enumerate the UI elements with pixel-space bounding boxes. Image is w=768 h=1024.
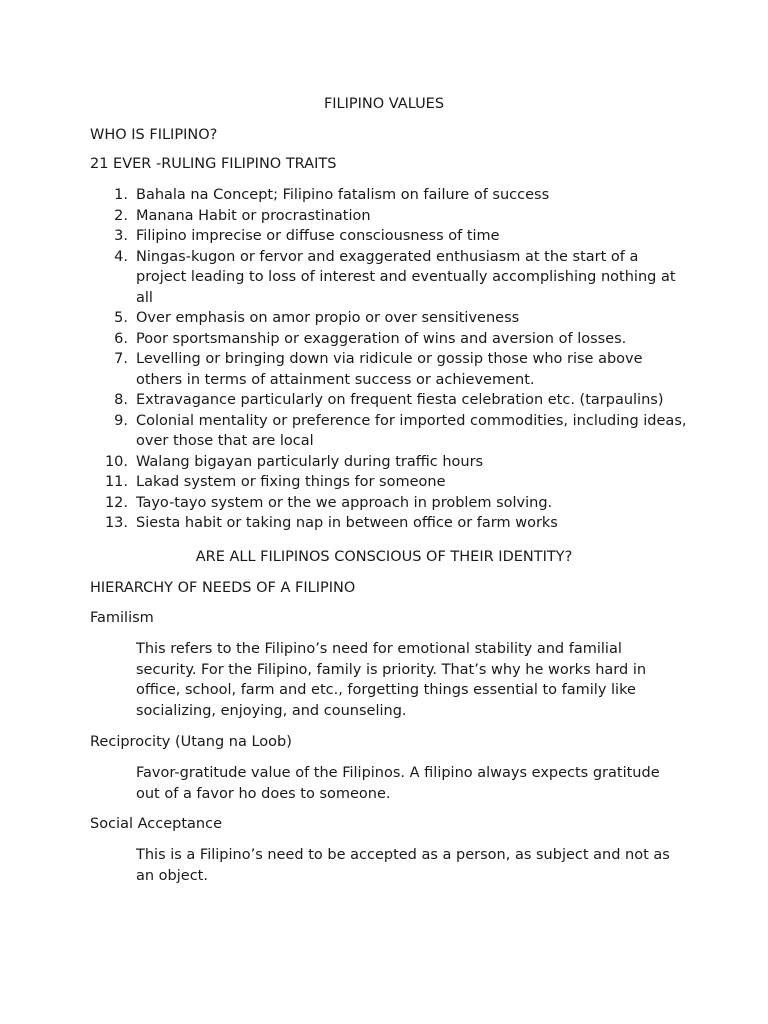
list-item bbox=[90, 493, 690, 514]
hierarchy-heading: HIERARCHY OF NEEDS OF A FILIPINO bbox=[90, 580, 356, 596]
list-item-text: Colonial mentality or preference for imported commodities, including ideas, over those that are local bbox=[136, 412, 687, 449]
list-item-number: 5. bbox=[114, 310, 128, 326]
social-acceptance-heading: Social Acceptance bbox=[90, 816, 222, 832]
list-item-text: Filipino imprecise or diffuse consciousness of time bbox=[136, 228, 500, 244]
list-item bbox=[90, 185, 690, 206]
list-item bbox=[90, 472, 690, 493]
list-item bbox=[90, 349, 690, 390]
list-item-text: Lakad system or fixing things for someone bbox=[136, 474, 446, 490]
list-item-number: 7. bbox=[114, 351, 128, 367]
list-item-text: Over emphasis on amor propio or over sensitiveness bbox=[136, 310, 520, 326]
list-item-number: 12. bbox=[104, 494, 128, 511]
list-item bbox=[90, 226, 690, 247]
list-item-text: Siesta habit or taking nap in between office or farm works bbox=[136, 515, 558, 531]
list-item-number: 3. bbox=[114, 228, 128, 244]
list-item-number: 2. bbox=[114, 207, 128, 224]
list-item bbox=[90, 247, 690, 309]
traits-list bbox=[90, 185, 690, 534]
list-item bbox=[90, 308, 690, 329]
list-item-number: 10. bbox=[104, 453, 128, 470]
list-item bbox=[90, 329, 690, 350]
reciprocity-heading: Reciprocity (Utang na Loob) bbox=[90, 734, 292, 750]
list-item bbox=[90, 390, 690, 411]
document-title: FILIPINO VALUES bbox=[323, 96, 445, 112]
list-item-text: Ningas-kugon or fervor and exaggerated enthusiasm at the start of a project leading to loss of interest and eventually accomplishing nothing at all bbox=[136, 248, 676, 306]
social-acceptance-paragraph: This is a Filipino’s need to be accepted as a person, as subject and not as an object. bbox=[136, 847, 670, 884]
list-item-number: 4. bbox=[114, 248, 128, 265]
list-item bbox=[90, 452, 690, 473]
list-item-text: Tayo-tayo system or the we approach in problem solving. bbox=[136, 494, 553, 511]
who-is-filipino-heading: WHO IS FILIPINO? bbox=[90, 127, 218, 143]
reciprocity-paragraph: Favor-gratitude value of the Filipinos. A filipino always expects gratitude out of a favor ho does to someone. bbox=[136, 765, 660, 802]
list-item bbox=[90, 411, 690, 452]
list-item-number: 8. bbox=[114, 392, 128, 408]
traits-heading: 21 EVER -RULING FILIPINO TRAITS bbox=[90, 156, 337, 172]
list-item-number: 11. bbox=[104, 474, 128, 490]
list-item-text: Levelling or bringing down via ridicule or gossip those who rise above others in terms of attainment success or achievement. bbox=[136, 351, 643, 388]
familism-paragraph: This refers to the Filipino’s need for emotional stability and familial security. For the Filipino, family is priority. That’s why he works hard in office, school, farm and etc., forgetting things essential to family like socializing, enjoying, and counseling. bbox=[136, 641, 647, 719]
list-item-number: 9. bbox=[114, 412, 128, 429]
list-item bbox=[90, 513, 690, 534]
list-item-number: 13. bbox=[104, 515, 128, 531]
list-item-text: Poor sportsmanship or exaggeration of wins and aversion of losses. bbox=[136, 330, 627, 347]
list-item-text: Bahala na Concept; Filipino fatalism on failure of success bbox=[136, 187, 550, 203]
identity-question: ARE ALL FILIPINOS CONSCIOUS OF THEIR IDENTITY? bbox=[195, 549, 573, 565]
list-item-number: 6. bbox=[114, 330, 128, 347]
familism-heading: Familism bbox=[90, 610, 154, 626]
list-item-number: 1. bbox=[114, 187, 128, 203]
list-item-text: Manana Habit or procrastination bbox=[136, 207, 371, 224]
list-item-text: Extravagance particularly on frequent fiesta celebration etc. (tarpaulins) bbox=[136, 392, 664, 408]
list-item bbox=[90, 206, 690, 227]
list-item-text: Walang bigayan particularly during traffic hours bbox=[136, 453, 484, 470]
